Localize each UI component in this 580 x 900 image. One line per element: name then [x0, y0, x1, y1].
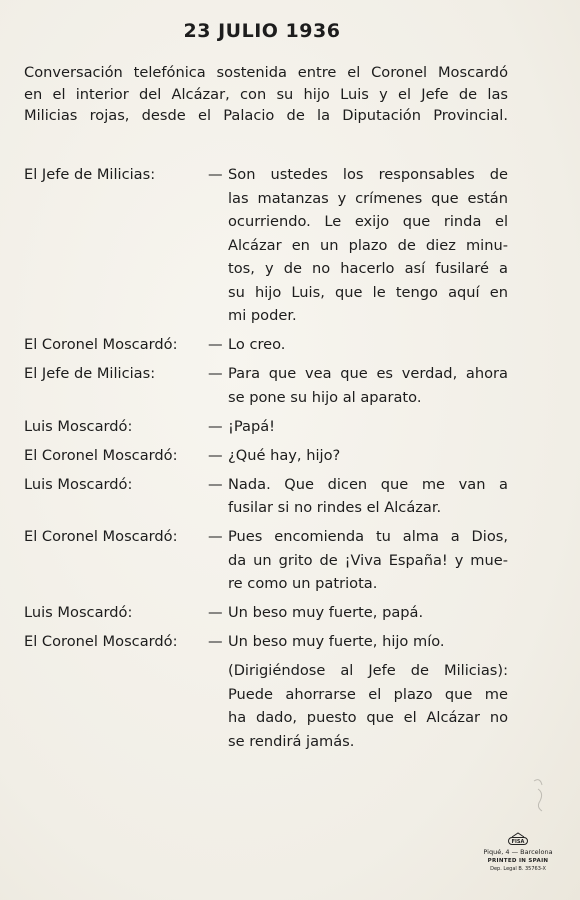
speech-line: da un grito de ¡Viva España! y mue-	[228, 551, 508, 569]
intro-line: Milicias rojas, desde el Palacio de la Diputación Provincial.	[24, 107, 508, 124]
speaker-name: Luis Moscardó:	[24, 475, 133, 493]
speech-line: Un beso muy fuerte, hijo mío.	[228, 633, 445, 650]
printed-in-spain: PRINTED IN SPAIN	[487, 857, 549, 864]
dialogue-entry	[24, 473, 508, 520]
speech-line: Nada. Que dicen que me van a	[228, 475, 508, 493]
speech-line: Lo creo.	[228, 336, 286, 353]
speech-line: Alcázar en un plazo de diez minu-	[228, 236, 508, 254]
dialogue-entry	[24, 163, 508, 328]
dialogue-entry	[24, 525, 508, 596]
closing-speech	[228, 659, 508, 753]
document-title: 23 JULIO 1936	[183, 20, 341, 42]
dialogue-entry	[24, 362, 508, 409]
dash: —	[208, 417, 223, 435]
dialogue-entry	[24, 630, 508, 654]
speech	[228, 415, 508, 439]
dash: —	[208, 166, 223, 183]
speech-line: tos, y de no hacerlo así fusilaré a	[228, 260, 508, 277]
speaker-name: El Jefe de Milicias:	[24, 166, 156, 183]
dialogue-entry	[24, 601, 508, 625]
dialogue-entry	[24, 333, 508, 357]
speaker-name: El Coronel Moscardó:	[24, 633, 178, 650]
speech-line: se pone su hijo al aparato.	[228, 388, 422, 406]
logo-text: FISA	[511, 839, 525, 846]
dash: —	[208, 336, 223, 353]
dash: —	[208, 475, 223, 493]
dialogue	[24, 163, 508, 753]
speech-line: Un beso muy fuerte, papá.	[228, 604, 424, 621]
speaker-name: El Coronel Moscardó:	[24, 336, 178, 353]
speaker-name: El Jefe de Milicias:	[24, 365, 156, 382]
speech	[228, 333, 508, 357]
speech-line: ha dado, puesto que el Alcázar no	[228, 709, 508, 726]
intro-line: Conversación telefónica sostenida entre el Coronel Moscardó	[24, 64, 508, 81]
dialogue-entry	[24, 444, 508, 468]
intro-paragraph	[24, 62, 508, 127]
printer-address: Piqué, 4 — Barcelona	[483, 848, 553, 856]
speech-line: ¡Papá!	[228, 417, 275, 435]
dash: —	[208, 365, 223, 382]
dash: —	[208, 633, 223, 650]
dash: —	[208, 446, 223, 464]
speech	[228, 163, 508, 328]
speech-line: las matanzas y crímenes que están	[228, 189, 508, 207]
speech	[228, 444, 508, 468]
dash: —	[208, 528, 223, 545]
speech-line: re como un patriota.	[228, 575, 378, 592]
printer-imprint	[478, 832, 558, 874]
speech	[228, 362, 508, 409]
speech-line: se rendirá jamás.	[228, 732, 355, 750]
speaker-name: Luis Moscardó:	[24, 604, 133, 621]
dash: —	[208, 604, 223, 621]
speech	[228, 601, 508, 625]
speech-line: Pues encomienda tu alma a Dios,	[228, 528, 508, 545]
speech-line: (Dirigiéndose al Jefe de Milicias):	[228, 662, 508, 679]
intro-line: en el interior del Alcázar, con su hijo Luis y el Jefe de las	[24, 85, 508, 103]
speech-line: mi poder.	[228, 307, 297, 324]
speech-line: Son ustedes los responsables de	[228, 166, 508, 183]
pencil-mark	[530, 775, 550, 815]
dialogue-entry	[24, 415, 508, 439]
speaker-name: El Coronel Moscardó:	[24, 446, 178, 464]
speaker-name: Luis Moscardó:	[24, 417, 133, 435]
speech-line: Puede ahorrarse el plazo que me	[228, 685, 508, 703]
speech	[228, 525, 508, 596]
speech	[228, 630, 508, 654]
speech-line: ¿Qué hay, hijo?	[228, 446, 341, 464]
speech-line: fusilar si no rindes el Alcázar.	[228, 499, 442, 516]
speech-line: ocurriendo. Le exijo que rinda el	[228, 213, 508, 230]
speaker-name: El Coronel Moscardó:	[24, 528, 178, 545]
fisa-logo-icon	[507, 832, 529, 846]
speech-line: Para que vea que es verdad, ahora	[228, 365, 508, 382]
printer-logo	[478, 832, 558, 846]
speech	[228, 473, 508, 520]
speech-line: su hijo Luis, que le tengo aquí en	[228, 283, 508, 301]
legal-deposit: Dep. Legal B. 35763-X	[490, 866, 546, 872]
